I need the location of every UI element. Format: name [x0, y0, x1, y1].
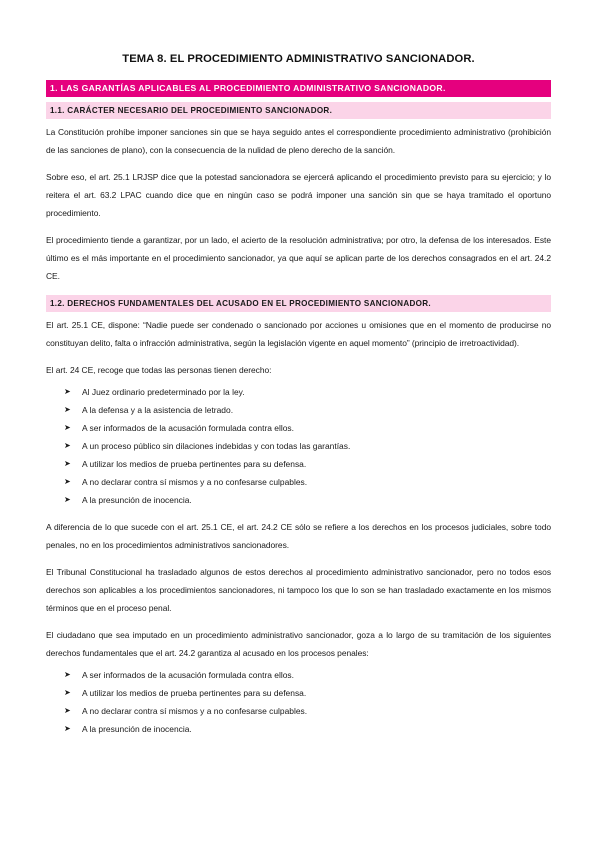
list-item: ➤ A ser informados de la acusación formulada contra ellos. — [64, 666, 551, 684]
paragraph: El Tribunal Constitucional ha trasladado algunos de estos derechos al procedimiento administrativo sancionador, pero no todos esos derechos son aplicables a los procedimientos sancionadores, ni tampoco los que lo son se han trasladado exactamente en los mismos términos que en el proceso penal. — [46, 567, 551, 613]
arrowhead-bullet-icon: ➤ — [64, 477, 71, 486]
arrowhead-bullet-icon: ➤ — [64, 495, 71, 504]
paragraph: El art. 25.1 CE, dispone: “Nadie puede ser condenado o sancionado por acciones u omisiones que en el momento de producirse no constituyan delito, falta o infracción administrativa, según la legislación vigente en aquel momento” (principio de irretroactividad). — [46, 320, 551, 348]
arrowhead-bullet-icon: ➤ — [64, 441, 71, 450]
list-item: ➤ A no declarar contra sí mismos y a no confesarse culpables. — [64, 473, 551, 491]
arrowhead-bullet-icon: ➤ — [64, 405, 71, 414]
paragraph: La Constitución prohíbe imponer sanciones sin que se haya seguido antes el correspondiente procedimiento administrativo (prohibición de las sanciones de plano), con la consecuencia de la nulidad de pleno derecho de la sanción. — [46, 127, 551, 155]
list-item: ➤ A utilizar los medios de prueba pertinentes para su defensa. — [64, 684, 551, 702]
paragraph: El procedimiento tiende a garantizar, por un lado, el acierto de la resolución administrativa; por otro, la defensa de los interesados. Este último es el más importante en el procedimiento sancionador, ya que aquí se aplican parte de los derechos consagrados en el art. 24.2 CE. — [46, 235, 551, 281]
list-item: ➤ A la defensa y a la asistencia de letrado. — [64, 401, 551, 419]
paragraph: El ciudadano que sea imputado en un procedimiento administrativo sancionador, goza a lo largo de su tramitación de los siguientes derechos fundamentales que el art. 24.2 garantiza al acusado en los procesos penales: — [46, 630, 551, 658]
list-item: ➤ A un proceso público sin dilaciones indebidas y con todas las garantías. — [64, 437, 551, 455]
rights-list-administrative — [46, 666, 551, 738]
list-item: ➤ Al Juez ordinario predeterminado por la ley. — [64, 383, 551, 401]
arrowhead-bullet-icon: ➤ — [64, 724, 71, 733]
arrowhead-bullet-icon: ➤ — [64, 459, 71, 468]
rights-list — [46, 383, 551, 509]
paragraph: El art. 24 CE, recoge que todas las personas tienen derecho: — [46, 365, 272, 375]
list-item: ➤ A ser informados de la acusación formulada contra ellos. — [64, 419, 551, 437]
document-title: TEMA 8. EL PROCEDIMIENTO ADMINISTRATIVO SANCIONADOR. — [122, 53, 475, 65]
list-item: ➤ A la presunción de inocencia. — [64, 491, 551, 509]
paragraph: A diferencia de lo que sucede con el art. 25.1 CE, el art. 24.2 CE sólo se refiere a los derechos en los procesos judiciales, sobre todo penales, no en los procedimientos administrativos sancionadores. — [46, 522, 551, 550]
list-item: ➤ A la presunción de inocencia. — [64, 720, 551, 738]
arrowhead-bullet-icon: ➤ — [64, 706, 71, 715]
arrowhead-bullet-icon: ➤ — [64, 387, 71, 396]
arrowhead-bullet-icon: ➤ — [64, 670, 71, 679]
list-item: ➤ A utilizar los medios de prueba pertinentes para su defensa. — [64, 455, 551, 473]
subsection-heading-1-2: 1.2. DERECHOS FUNDAMENTALES DEL ACUSADO EN EL PROCEDIMIENTO SANCIONADOR. — [46, 295, 551, 312]
list-item: ➤ A no declarar contra sí mismos y a no confesarse culpables. — [64, 702, 551, 720]
arrowhead-bullet-icon: ➤ — [64, 423, 71, 432]
section-heading-1: 1. LAS GARANTÍAS APLICABLES AL PROCEDIMIENTO ADMINISTRATIVO SANCIONADOR. — [46, 80, 551, 97]
paragraph: Sobre eso, el art. 25.1 LRJSP dice que la potestad sancionadora se ejercerá aplicando el procedimiento previsto para su ejercicio; y lo reitera el art. 63.2 LPAC cuando dice que en ningún caso se podrá imponer una sanción sin que se haya tramitado el oportuno procedimiento. — [46, 172, 551, 218]
arrowhead-bullet-icon: ➤ — [64, 688, 71, 697]
subsection-heading-1-1: 1.1. CARÁCTER NECESARIO DEL PROCEDIMIENTO SANCIONADOR. — [46, 102, 551, 119]
